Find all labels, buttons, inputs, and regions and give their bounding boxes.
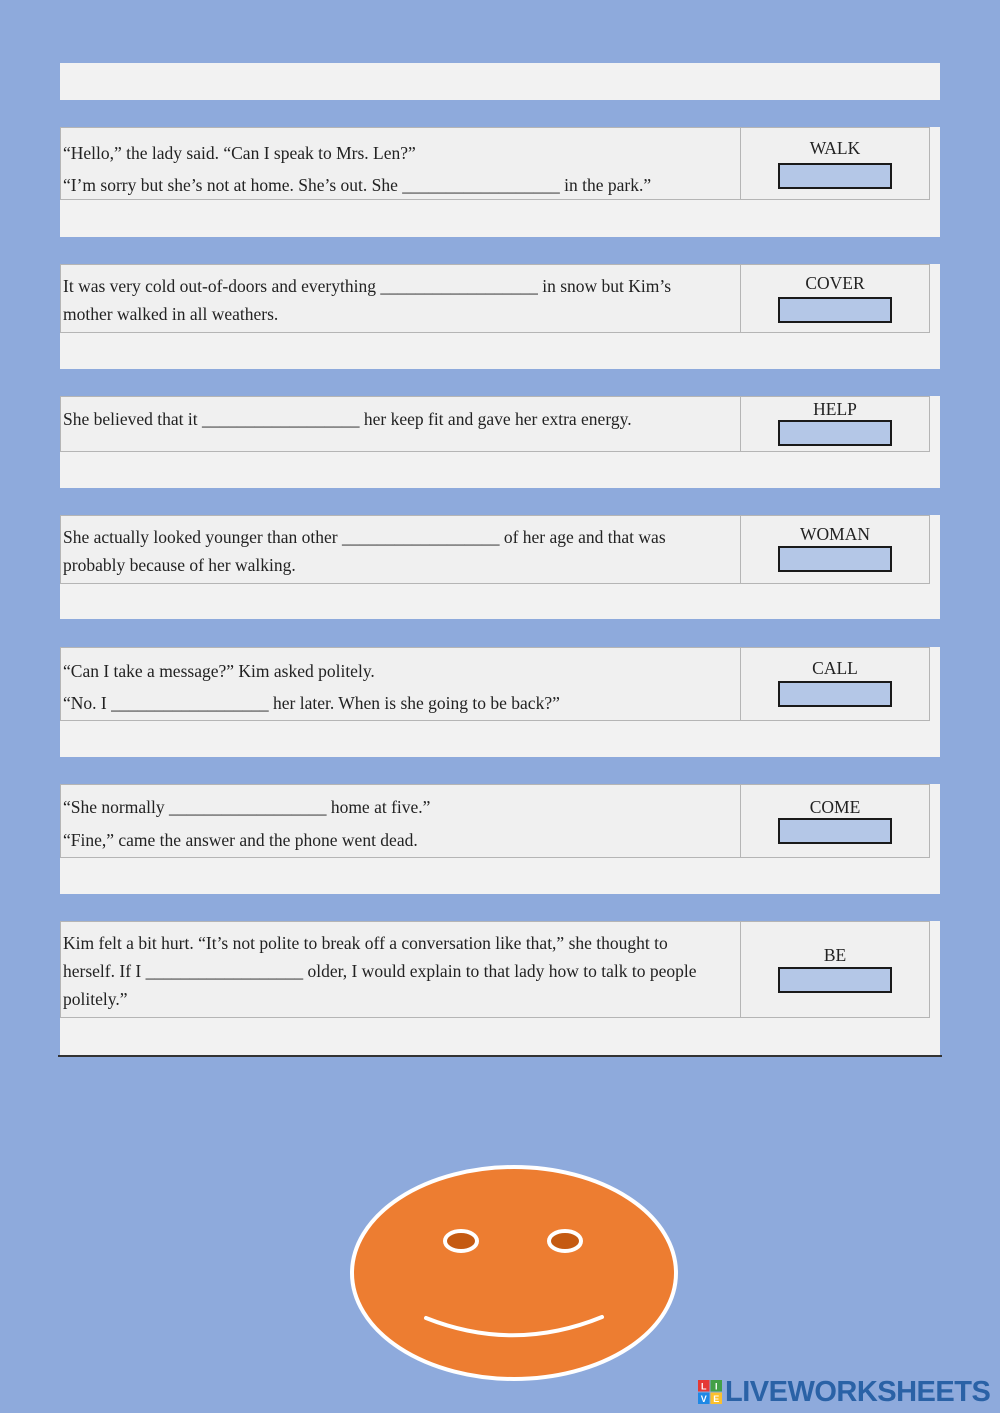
- keyword-label: WALK: [809, 138, 861, 158]
- keyword-label: COME: [809, 797, 861, 817]
- top-header-bar: [60, 63, 940, 100]
- sentence-line: She actually looked younger than other __________________ of her age and that was: [63, 527, 666, 547]
- exercise-text: [61, 265, 741, 332]
- sentence-line: “Hello,” the lady said. “Can I speak to Mrs. Len?”: [63, 143, 416, 163]
- keyword-cell: [741, 128, 929, 199]
- exercise-block-1: [60, 127, 940, 237]
- smiley-right-eye: [549, 1231, 581, 1251]
- exercise-row: [60, 264, 930, 333]
- svg-text:I: I: [714, 1381, 718, 1392]
- answer-input[interactable]: [778, 420, 892, 446]
- svg-text:E: E: [713, 1394, 720, 1404]
- keyword-cell: [741, 785, 929, 857]
- exercise-row: [60, 921, 930, 1018]
- exercise-text: [61, 128, 741, 199]
- liveworksheets-logo-icon: [698, 1380, 722, 1404]
- keyword-label: BE: [823, 945, 847, 965]
- exercise-row: [60, 647, 930, 721]
- liveworksheets-brand: [698, 1376, 990, 1408]
- answer-input[interactable]: [778, 681, 892, 707]
- exercise-block-7: [60, 921, 940, 1055]
- sentence-line: It was very cold out-of-doors and everything __________________ in snow but Kim’s: [63, 276, 672, 296]
- keyword-cell: [741, 397, 929, 451]
- keyword-label: COVER: [805, 273, 865, 293]
- keyword-cell: [741, 648, 929, 720]
- smiley-face-icon: [350, 1165, 680, 1385]
- bottom-divider: [58, 1055, 942, 1057]
- exercise-row: [60, 784, 930, 858]
- svg-text:V: V: [700, 1394, 707, 1404]
- keyword-label: HELP: [813, 399, 857, 419]
- brand-name: LIVEWORKSHEETS: [725, 1376, 991, 1408]
- exercise-row: [60, 396, 930, 452]
- svg-text:L: L: [701, 1381, 707, 1392]
- sentence-line: politely.”: [63, 989, 128, 1009]
- smiley-face-circle: [352, 1167, 676, 1379]
- sentence-line: Kim felt a bit hurt. “It’s not polite to break off a conversation like that,” she thought to: [63, 933, 668, 953]
- exercise-row: [60, 127, 930, 200]
- exercise-block-4: [60, 515, 940, 619]
- keyword-label: WOMAN: [800, 524, 870, 544]
- smiley-left-eye: [445, 1231, 477, 1251]
- sentence-line: “Fine,” came the answer and the phone went dead.: [63, 830, 418, 850]
- sentence-line: “She normally __________________ home at five.”: [63, 797, 431, 817]
- exercise-text: [61, 922, 741, 1017]
- keyword-cell: [741, 922, 929, 1017]
- exercise-text: [61, 648, 741, 720]
- answer-input[interactable]: [778, 297, 892, 323]
- exercise-block-2: [60, 264, 940, 369]
- exercise-text: [61, 397, 741, 451]
- exercise-block-5: [60, 647, 940, 757]
- sentence-line: probably because of her walking.: [63, 555, 296, 575]
- keyword-cell: [741, 265, 929, 332]
- answer-input[interactable]: [778, 967, 892, 993]
- answer-input[interactable]: [778, 546, 892, 572]
- answer-input[interactable]: [778, 163, 892, 189]
- exercise-block-3: [60, 396, 940, 488]
- sentence-line: “I’m sorry but she’s not at home. She’s out. She __________________ in the park.”: [63, 175, 652, 195]
- exercise-text: [61, 516, 741, 583]
- answer-input[interactable]: [778, 818, 892, 844]
- exercise-text: [61, 785, 741, 857]
- sentence-line: mother walked in all weathers.: [63, 304, 279, 324]
- sentence-line: “Can I take a message?” Kim asked politely.: [63, 661, 375, 681]
- exercise-row: [60, 515, 930, 584]
- sentence-line: She believed that it __________________ her keep fit and gave her extra energy.: [63, 409, 632, 429]
- keyword-cell: [741, 516, 929, 583]
- sentence-line: herself. If I __________________ older, I would explain to that lady how to talk to people: [63, 961, 697, 981]
- sentence-line: “No. I __________________ her later. When is she going to be back?”: [63, 693, 560, 713]
- keyword-label: CALL: [812, 658, 858, 678]
- exercise-block-6: [60, 784, 940, 894]
